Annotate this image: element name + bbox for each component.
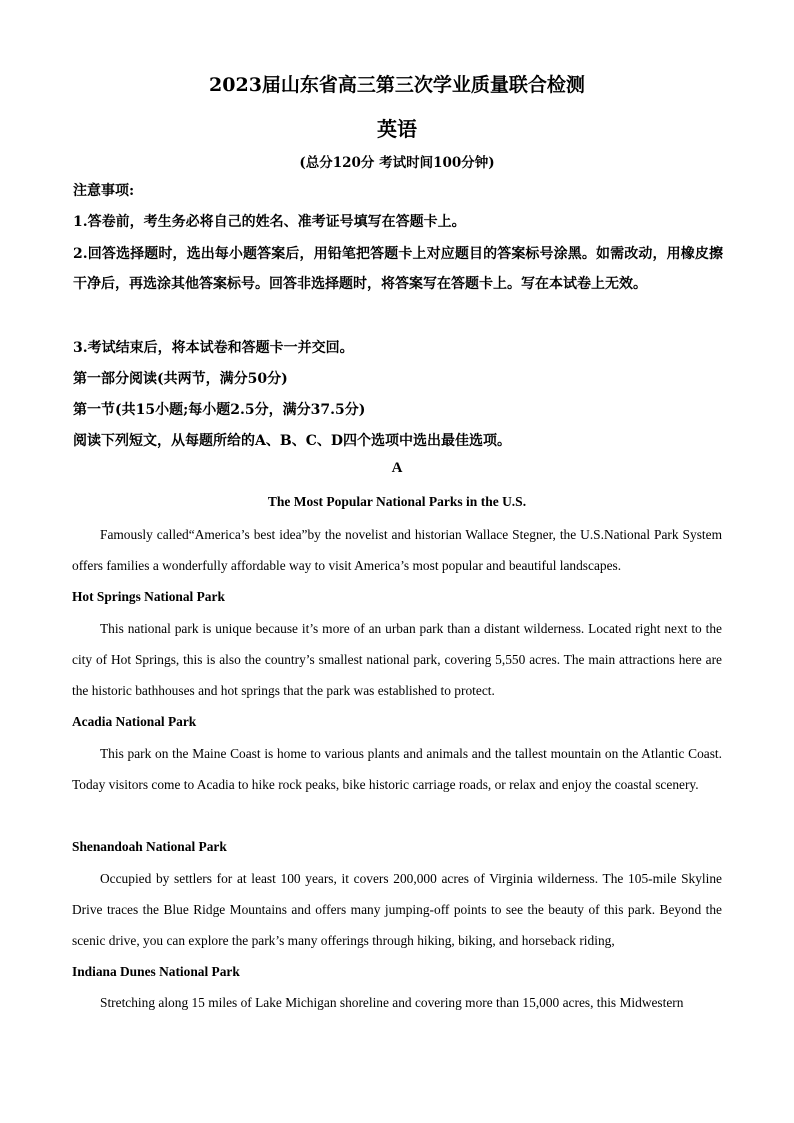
park-heading: Hot Springs National Park: [72, 589, 225, 604]
instructions-heading: 注意事项:: [73, 183, 135, 199]
instruction-item-3: 3.考试结束后，将本试卷和答题卡一并交回。: [73, 340, 354, 356]
subject-title: 英语: [377, 117, 417, 141]
passage-letter: A: [391, 460, 403, 476]
instruction-item-1: 1.答卷前，考生务必将自己的姓名、准考证号填写在答题卡上。: [73, 214, 466, 230]
park-paragraph: This national park is unique because it’s more of an urban park than a distant wilderness. Located right next to the city of Hot Springs, this is also the country’s smallest national park, covering 5,550 acres. The main attractions here are the historic bathhouses and hot springs that the park was established to protect.: [72, 621, 722, 699]
park-heading: Indiana Dunes National Park: [72, 964, 240, 979]
park-paragraph: Occupied by settlers for at least 100 years, it covers 200,000 acres of Virginia wilderness. The 105-mile Skyline Drive traces the Blue Ridge Mountains and offers many jumping-off points to see the beauty of this park. Beyond the scenic drive, you can explore the park’s many offerings through hiking, biking, and horseback riding,: [72, 871, 722, 949]
park-heading: Acadia National Park: [72, 714, 197, 729]
section-heading: 第一节(共15小题;每小题2.5分，满分37.5分): [73, 402, 366, 418]
instruction-item-2: 2.回答选择题时，选出每小题答案后，用铅笔把答题卡上对应题目的答案标号涂黑。如需改动，用橡皮擦干净后，再选涂其他答案标号。回答非选择题时，将答案写在答题卡上。写在本试卷上无效。: [73, 246, 723, 292]
directions: 阅读下列短文，从每题所给的A、B、C、D四个选项中选出最佳选项。: [73, 433, 511, 449]
exam-title: 2023届山东省高三第三次学业质量联合检测: [209, 74, 585, 96]
passage-intro: Famously called“America’s best idea”by the novelist and historian Wallace Stegner, the U.S.National Park System offers families a wonderfully affordable way to visit America’s most popular and beautiful landscapes.: [72, 527, 722, 574]
passage-title: The Most Popular National Parks in the U.S.: [267, 494, 527, 509]
part-heading: 第一部分阅读(共两节，满分50分): [73, 371, 288, 387]
exam-info: (总分120分 考试时间100分钟): [299, 155, 495, 171]
park-paragraph: Stretching along 15 miles of Lake Michigan shoreline and covering more than 15,000 acres, this Midwestern: [100, 995, 684, 1010]
park-paragraph: This park on the Maine Coast is home to various plants and animals and the tallest mountain on the Atlantic Coast. Today visitors come to Acadia to hike rock peaks, bike historic carriage roads, or relax and enjoy the coastal scenery.: [72, 746, 722, 793]
park-heading: Shenandoah National Park: [72, 839, 227, 854]
